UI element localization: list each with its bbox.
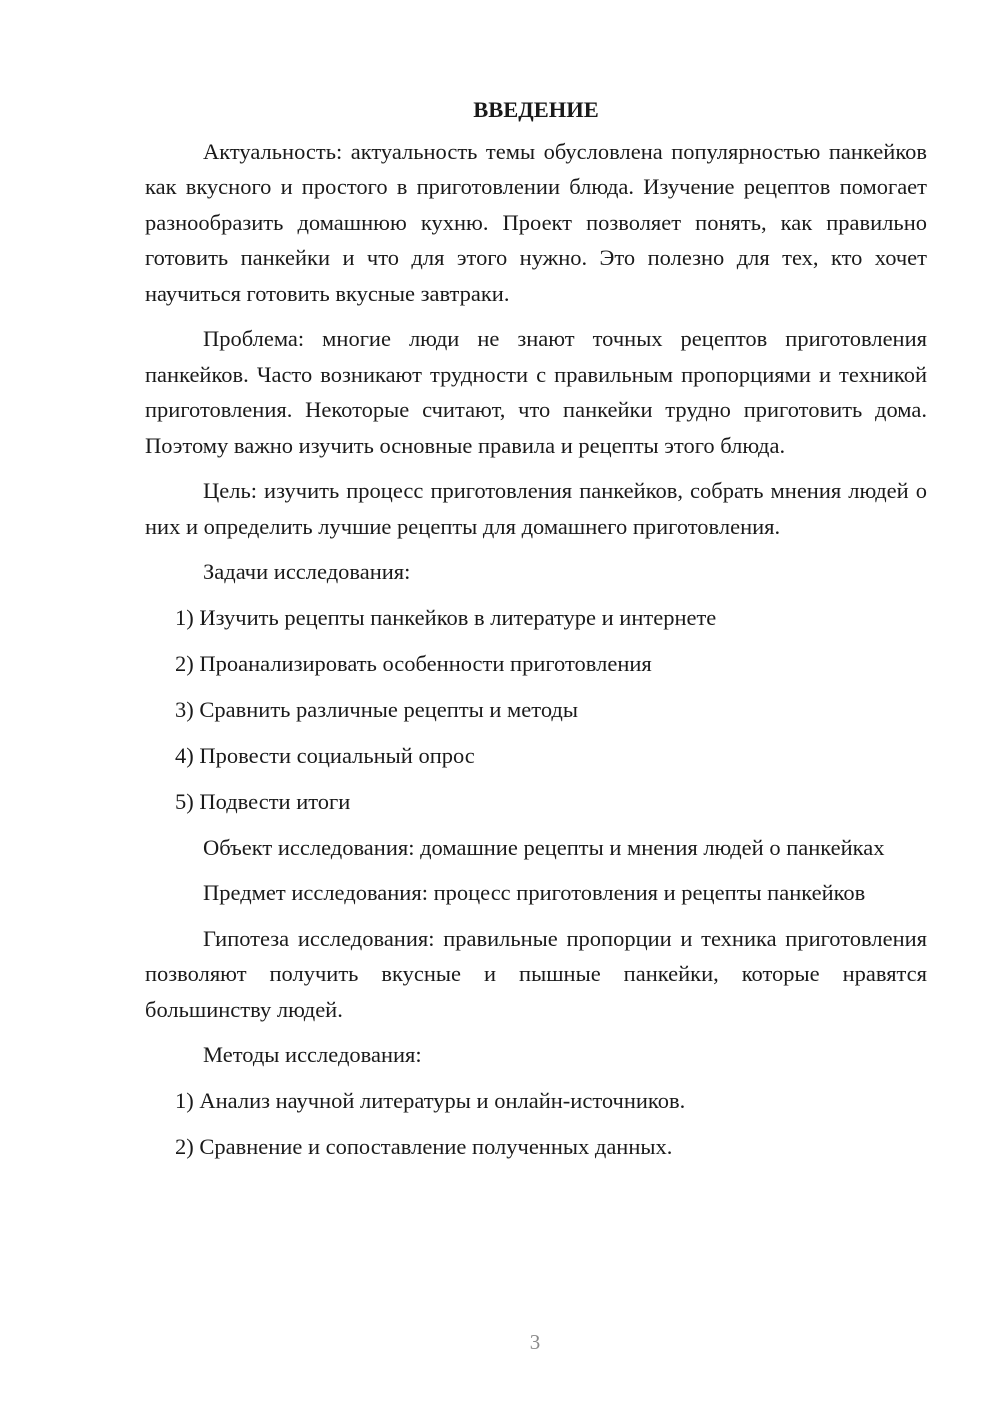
tasks-heading: Задачи исследования:	[203, 559, 411, 584]
list-item: 2) Сравнение и сопоставление полученных данных.	[175, 1133, 673, 1159]
methods-list	[145, 1083, 927, 1165]
page-title: ВВЕДЕНИЕ	[473, 97, 599, 122]
list-item: 1) Анализ научной литературы и онлайн-источников.	[175, 1087, 686, 1113]
list-item: 5) Подвести итоги	[175, 788, 351, 814]
document-page	[145, 92, 927, 1175]
list-item: 1) Изучить рецепты панкейков в литературе и интернете	[175, 604, 717, 630]
hypothesis-paragraph: Гипотеза исследования: правильные пропорции и техника приготовления позволяют получить вкусные и пышные панкейки, которые нравятся большинству людей.	[145, 925, 927, 1022]
methods-heading: Методы исследования:	[203, 1042, 422, 1067]
list-item: 3) Сравнить различные рецепты и методы	[175, 696, 578, 722]
goal-paragraph: Цель: изучить процесс приготовления панкейков, собрать мнения людей о них и определить лучшие рецепты для домашнего приготовления.	[145, 478, 927, 539]
object-paragraph: Объект исследования: домашние рецепты и мнения людей о панкейках	[203, 834, 885, 860]
subject-paragraph: Предмет исследования: процесс приготовления и рецепты панкейков	[203, 880, 866, 905]
relevance-paragraph: Актуальность: актуальность темы обусловлена популярностью панкейков как вкусного и простого в приготовлении блюда. Изучение рецептов помогает разнообразить домашнюю кухню. Проект позволяет понять, как правильно готовить панкейки и что для этого нужно. Это полезно для тех, кто хочет научиться готовить вкусные завтраки.	[145, 138, 927, 306]
list-item: 4) Провести социальный опрос	[175, 742, 475, 768]
tasks-list	[145, 600, 927, 820]
list-item: 2) Проанализировать особенности приготовления	[175, 650, 652, 676]
page-number: 3	[529, 1330, 541, 1354]
problem-paragraph: Проблема: многие люди не знают точных рецептов приготовления панкейков. Часто возникают трудности с правильным пропорциями и техникой приготовления. Некоторые считают, что панкейки трудно приготовить дома. Поэтому важно изучить основные правила и рецепты этого блюда.	[145, 326, 927, 458]
